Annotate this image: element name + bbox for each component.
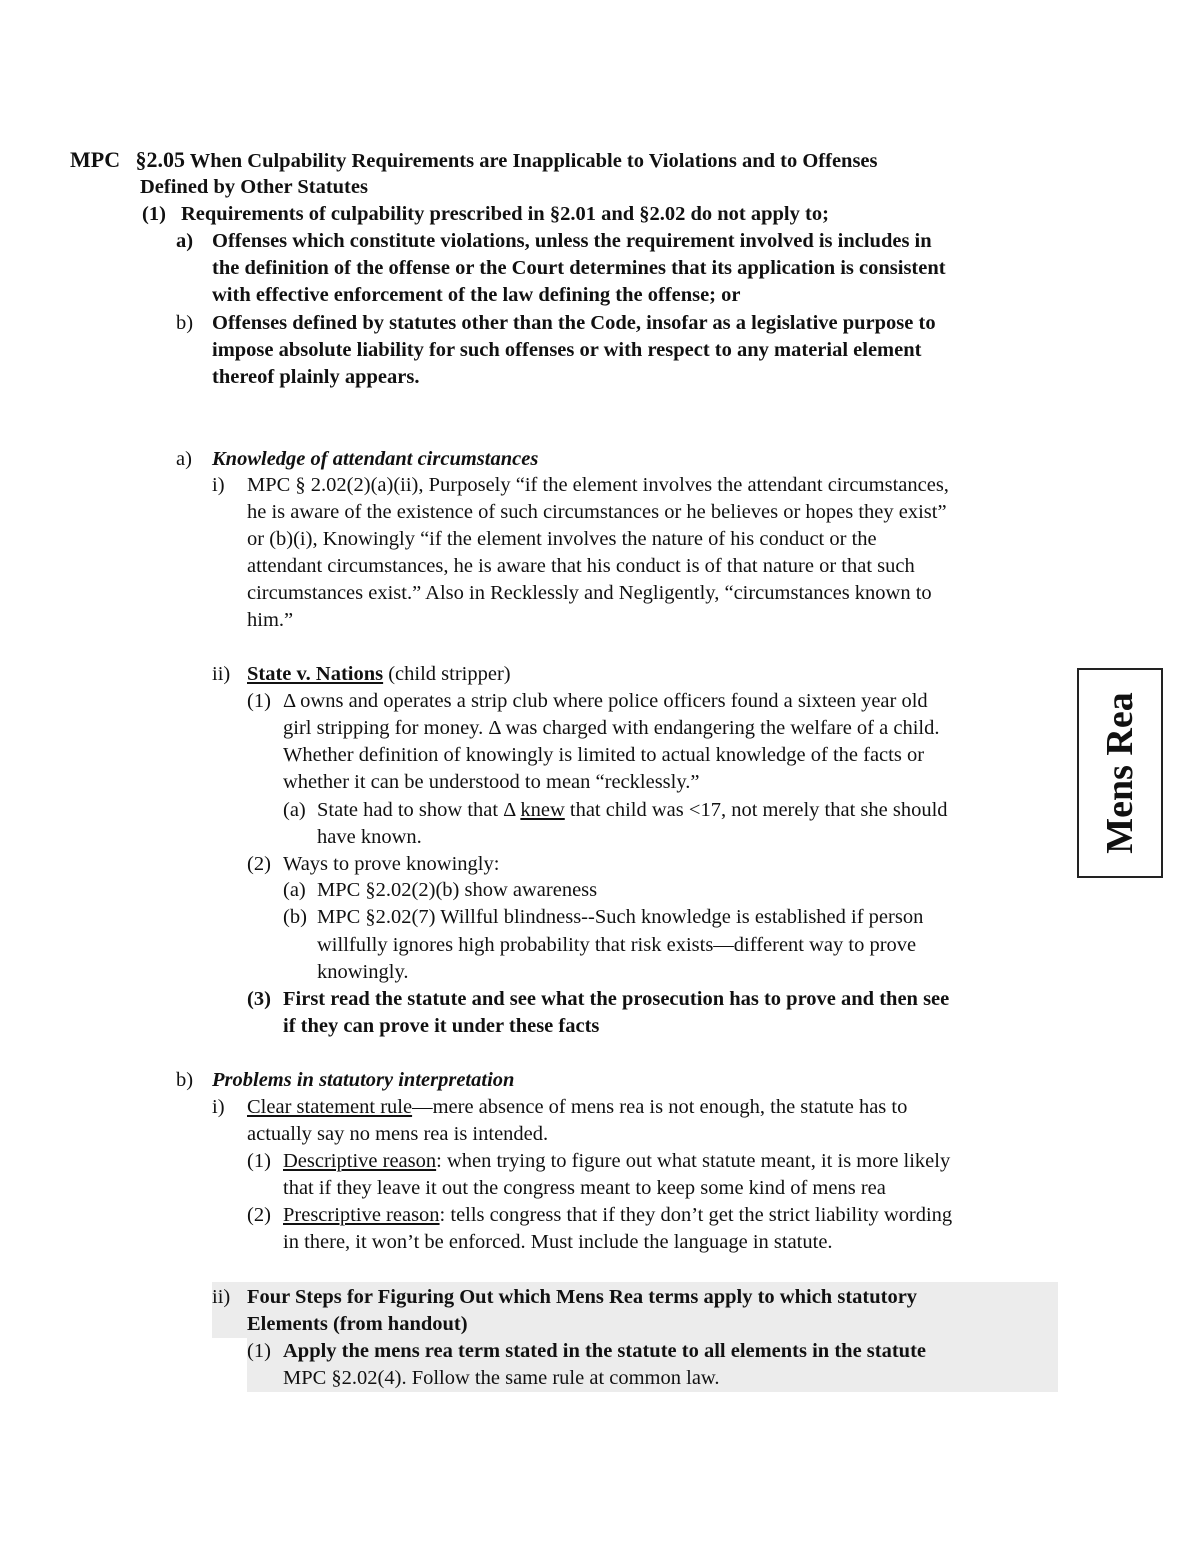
section-title-continued: Defined by Other Statutes — [140, 176, 368, 198]
item-text: him.” — [247, 609, 294, 631]
item-text — [317, 797, 948, 824]
term: Descriptive reason — [283, 1150, 437, 1172]
item-text: he is aware of the existence of such circumstances or he believes or hopes they exist” — [247, 501, 947, 523]
item-text: impose absolute liability for such offenses or with respect to any material element — [212, 339, 922, 361]
item-text: MPC §2.02(4). Follow the same rule at common law. — [283, 1367, 720, 1389]
item-text: Apply the mens rea term stated in the statute to all elements in the statute — [283, 1340, 926, 1362]
list-marker: a) — [176, 230, 194, 252]
item-text: that if they leave it out the congress meant to keep some kind of mens rea — [283, 1177, 886, 1199]
item-text: Requirements of culpability prescribed in §2.01 and §2.02 do not apply to; — [181, 203, 829, 225]
item-text: thereof plainly appears. — [212, 366, 420, 388]
list-marker: ii) — [212, 663, 231, 685]
list-marker: (b) — [283, 906, 307, 928]
list-marker: (a) — [283, 799, 306, 821]
item-text: or (b)(i), Knowingly “if the element involves the nature of his conduct or the — [247, 528, 877, 550]
item-text: Ways to prove knowingly: — [283, 853, 500, 875]
case-note: (child stripper) — [383, 663, 511, 685]
item-text — [283, 1148, 950, 1175]
item-text: if they can prove it under these facts — [283, 1015, 600, 1037]
mens-rea-tab — [1077, 668, 1163, 878]
case-line — [247, 661, 511, 688]
list-marker: (a) — [283, 879, 306, 901]
list-marker: i) — [212, 1096, 225, 1118]
item-text: circumstances exist.” Also in Recklessly and Negligently, “circumstances known to — [247, 582, 932, 604]
item-text: girl stripping for money. Δ was charged with endangering the welfare of a child. — [283, 717, 940, 739]
subheading: Knowledge of attendant circumstances — [212, 448, 539, 470]
section-title: When Culpability Requirements are Inapplicable to Violations and to Offenses — [189, 150, 878, 172]
item-text: First read the statute and see what the prosecution has to prove and then see — [283, 988, 950, 1010]
item-text: Elements (from handout) — [247, 1313, 468, 1335]
item-text: with effective enforcement of the law defining the offense; or — [212, 284, 741, 306]
item-text — [247, 1094, 907, 1121]
mens-rea-tab-label: Mens Rea — [1099, 692, 1141, 854]
item-text: Whether definition of knowingly is limited to actual knowledge of the facts or — [283, 744, 925, 766]
list-marker: i) — [212, 474, 225, 496]
list-marker: ii) — [212, 1286, 231, 1308]
case-name: State v. Nations — [247, 663, 384, 685]
list-marker: (1) — [247, 1340, 271, 1362]
list-marker: b) — [176, 312, 194, 334]
item-text: whether it can be understood to mean “recklessly.” — [283, 771, 700, 793]
text-run: : tells congress that if they don’t get the strict liability wording — [439, 1204, 953, 1226]
text-run: : when trying to figure out what statute meant, it is more likely — [436, 1150, 951, 1172]
text-run: —mere absence of mens rea is not enough, the statute has to — [412, 1096, 908, 1118]
list-marker: a) — [176, 448, 192, 470]
emphasized-word: knew — [520, 799, 565, 821]
list-marker: (3) — [247, 988, 271, 1010]
list-marker: (1) — [142, 203, 166, 225]
item-text — [283, 1202, 952, 1229]
subheading: Problems in statutory interpretation — [212, 1069, 515, 1091]
item-text: the definition of the offense or the Court determines that its application is consistent — [212, 257, 946, 279]
item-text: actually say no mens rea is intended. — [247, 1123, 549, 1145]
text-run: that child was <17, not merely that she should — [564, 799, 948, 821]
list-marker: b) — [176, 1069, 194, 1091]
section-number: §2.05 — [135, 147, 185, 172]
list-marker: (2) — [247, 1204, 271, 1226]
item-text: MPC § 2.02(2)(a)(ii), Purposely “if the element involves the attendant circumstances, — [247, 474, 949, 496]
term: Prescriptive reason — [283, 1204, 440, 1226]
text-run: State had to show that Δ — [317, 799, 521, 821]
item-text: MPC §2.02(2)(b) show awareness — [317, 879, 598, 901]
item-text: Offenses which constitute violations, unless the requirement involved is includes in — [212, 230, 932, 252]
item-text: have known. — [317, 826, 422, 848]
item-text: attendant circumstances, he is aware that his conduct is of that nature or that such — [247, 555, 915, 577]
item-text: MPC §2.02(7) Willful blindness--Such knowledge is established if person — [317, 906, 924, 928]
item-text: willfully ignores high probability that risk exists—different way to prove — [317, 934, 917, 956]
item-text: knowingly. — [317, 961, 409, 983]
list-marker: (1) — [247, 690, 271, 712]
term: Clear statement rule — [247, 1096, 413, 1118]
item-text: Offenses defined by statutes other than the Code, insofar as a legislative purpose to — [212, 312, 936, 334]
section-heading — [70, 146, 878, 175]
list-marker: (2) — [247, 853, 271, 875]
list-marker: (1) — [247, 1150, 271, 1172]
item-text: Four Steps for Figuring Out which Mens Rea terms apply to which statutory — [247, 1286, 918, 1308]
section-code: MPC — [70, 147, 121, 172]
item-text: Δ owns and operates a strip club where police officers found a sixteen year old — [283, 690, 928, 712]
item-text: in there, it won’t be enforced. Must include the language in statute. — [283, 1231, 833, 1253]
